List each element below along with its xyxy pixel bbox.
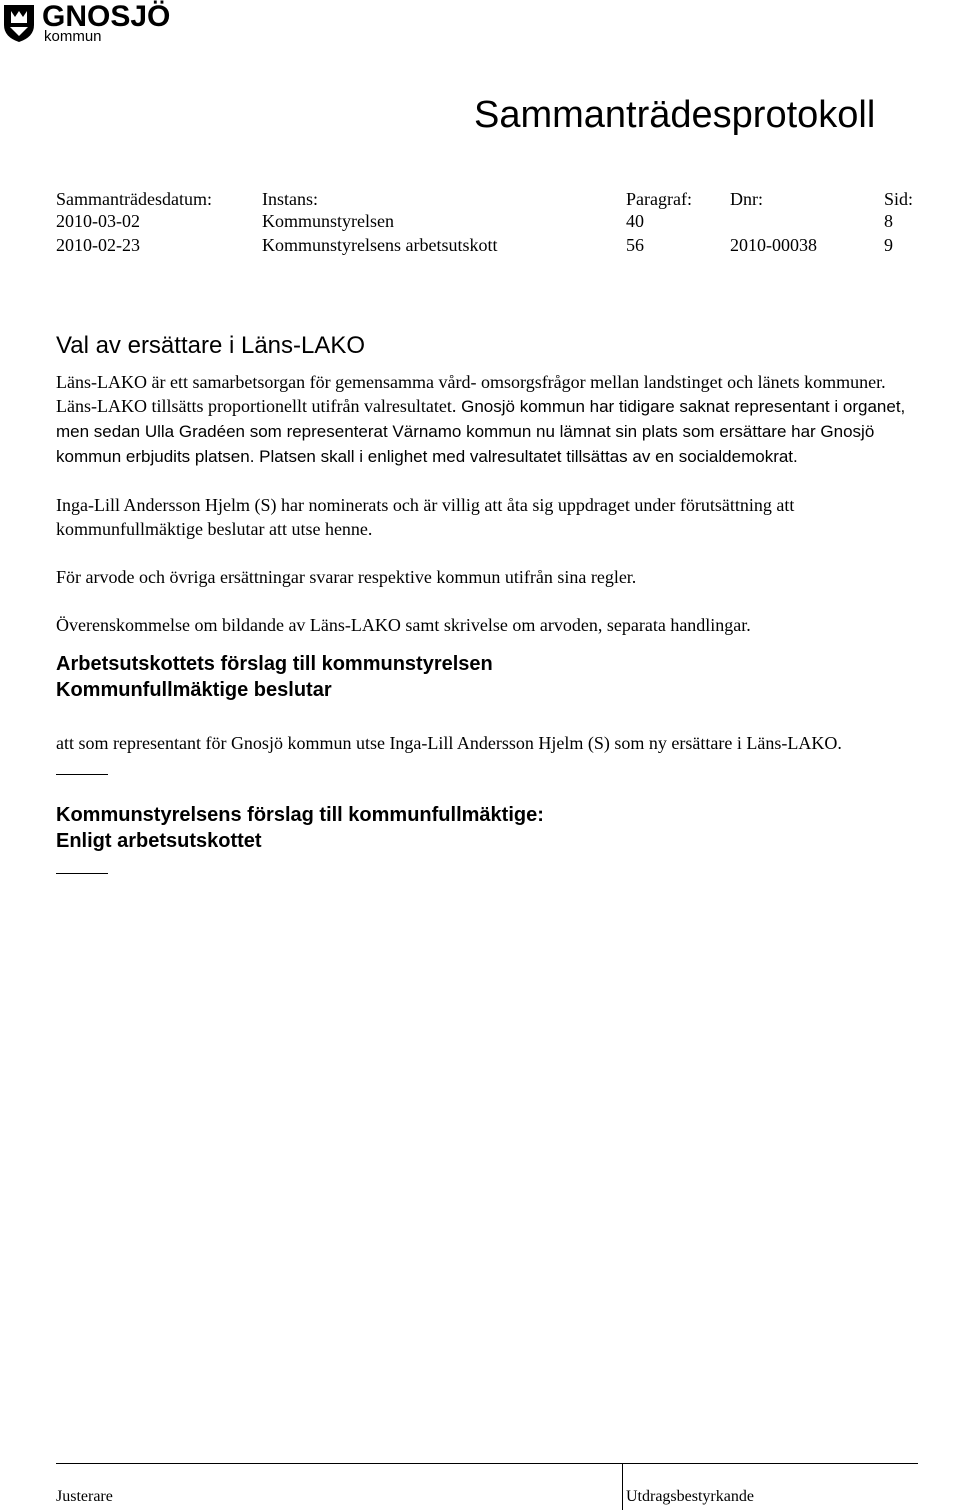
- paragraph-intro-serif: Läns-LAKO är ett samarbetsorgan för gemensamma vård- omsorgsfrågor mellan landstinget och länets kommuner. Läns-LAKO tillsätts proportionellt utifrån valresultatet.: [56, 372, 886, 416]
- proposal-heading: Arbetsutskottets förslag till kommunstyrelsen: [56, 653, 493, 675]
- meta-cell: 9: [884, 235, 893, 255]
- meta-cell: 2010-03-02: [56, 211, 140, 231]
- meta-header-instance: Instans:: [262, 189, 318, 209]
- document-title: Sammanträdesprotokoll: [474, 94, 876, 136]
- municipality-logo: [0, 0, 170, 46]
- meta-header-paragraph: Paragraf:: [626, 189, 692, 209]
- paragraph-intro: [56, 370, 928, 469]
- ks-proposal-subheading: Enligt arbetsutskottet: [56, 830, 262, 852]
- paragraph-agreement: Överenskommelse om bildande av Läns-LAKO samt skrivelse om arvoden, separata handlingar.: [56, 615, 751, 635]
- section-heading: Val av ersättare i Läns-LAKO: [56, 332, 366, 359]
- paragraph-compensation: För arvode och övriga ersättningar svarar respektive kommun utifrån sina regler.: [56, 567, 637, 587]
- meta-cell: 2010-02-23: [56, 235, 140, 255]
- meta-cell: 40: [626, 211, 644, 231]
- paragraph-intro-sans: Gnosjö kommun har tidigare saknat representant i organet, men sedan Ulla Gradéen som representerat Värnamo kommun nu lämnat sin plats som ersättare har Gnosjö kommun erbjudits platsen. Platsen skall i enlighet med valresultatet tillsättas av en socialdemokrat.: [56, 397, 906, 466]
- proposal-subheading: Kommunfullmäktige beslutar: [56, 679, 332, 701]
- ks-proposal-heading: Kommunstyrelsens förslag till kommunfullmäktige:: [56, 804, 544, 826]
- divider-rule: [56, 873, 108, 874]
- meta-cell: 56: [626, 235, 644, 255]
- gnosjo-crest-icon: [2, 3, 36, 43]
- meta-cell: 2010-00038: [730, 235, 817, 255]
- document-body: [56, 330, 928, 874]
- proposal-decision: att som representant för Gnosjö kommun utse Inga-Lill Andersson Hjelm (S) som ny ersättare i Läns-LAKO.: [56, 733, 842, 753]
- meta-cell: Kommunstyrelsens arbetsutskott: [262, 235, 498, 255]
- meta-cell: 8: [884, 211, 893, 231]
- meta-header-dnr: Dnr:: [730, 189, 763, 209]
- logo-name: GNOSJÖ: [42, 0, 171, 33]
- logo-sub: kommun: [44, 28, 102, 45]
- footer-justerare: Justerare: [56, 1488, 113, 1505]
- footer-utdragsbestyrkande: Utdragsbestyrkande: [626, 1488, 754, 1505]
- footer-rule: [56, 1463, 918, 1464]
- meta-header-page: Sid:: [884, 189, 914, 209]
- footer-divider: [622, 1464, 623, 1510]
- paragraph-nomination: Inga-Lill Andersson Hjelm (S) har nominerats och är villig att åta sig uppdraget under förutsättning att kommunfullmäktige beslutar att utse henne.: [56, 495, 795, 539]
- meta-header-date: Sammanträdesdatum:: [56, 189, 212, 209]
- meta-cell: Kommunstyrelsen: [262, 211, 394, 231]
